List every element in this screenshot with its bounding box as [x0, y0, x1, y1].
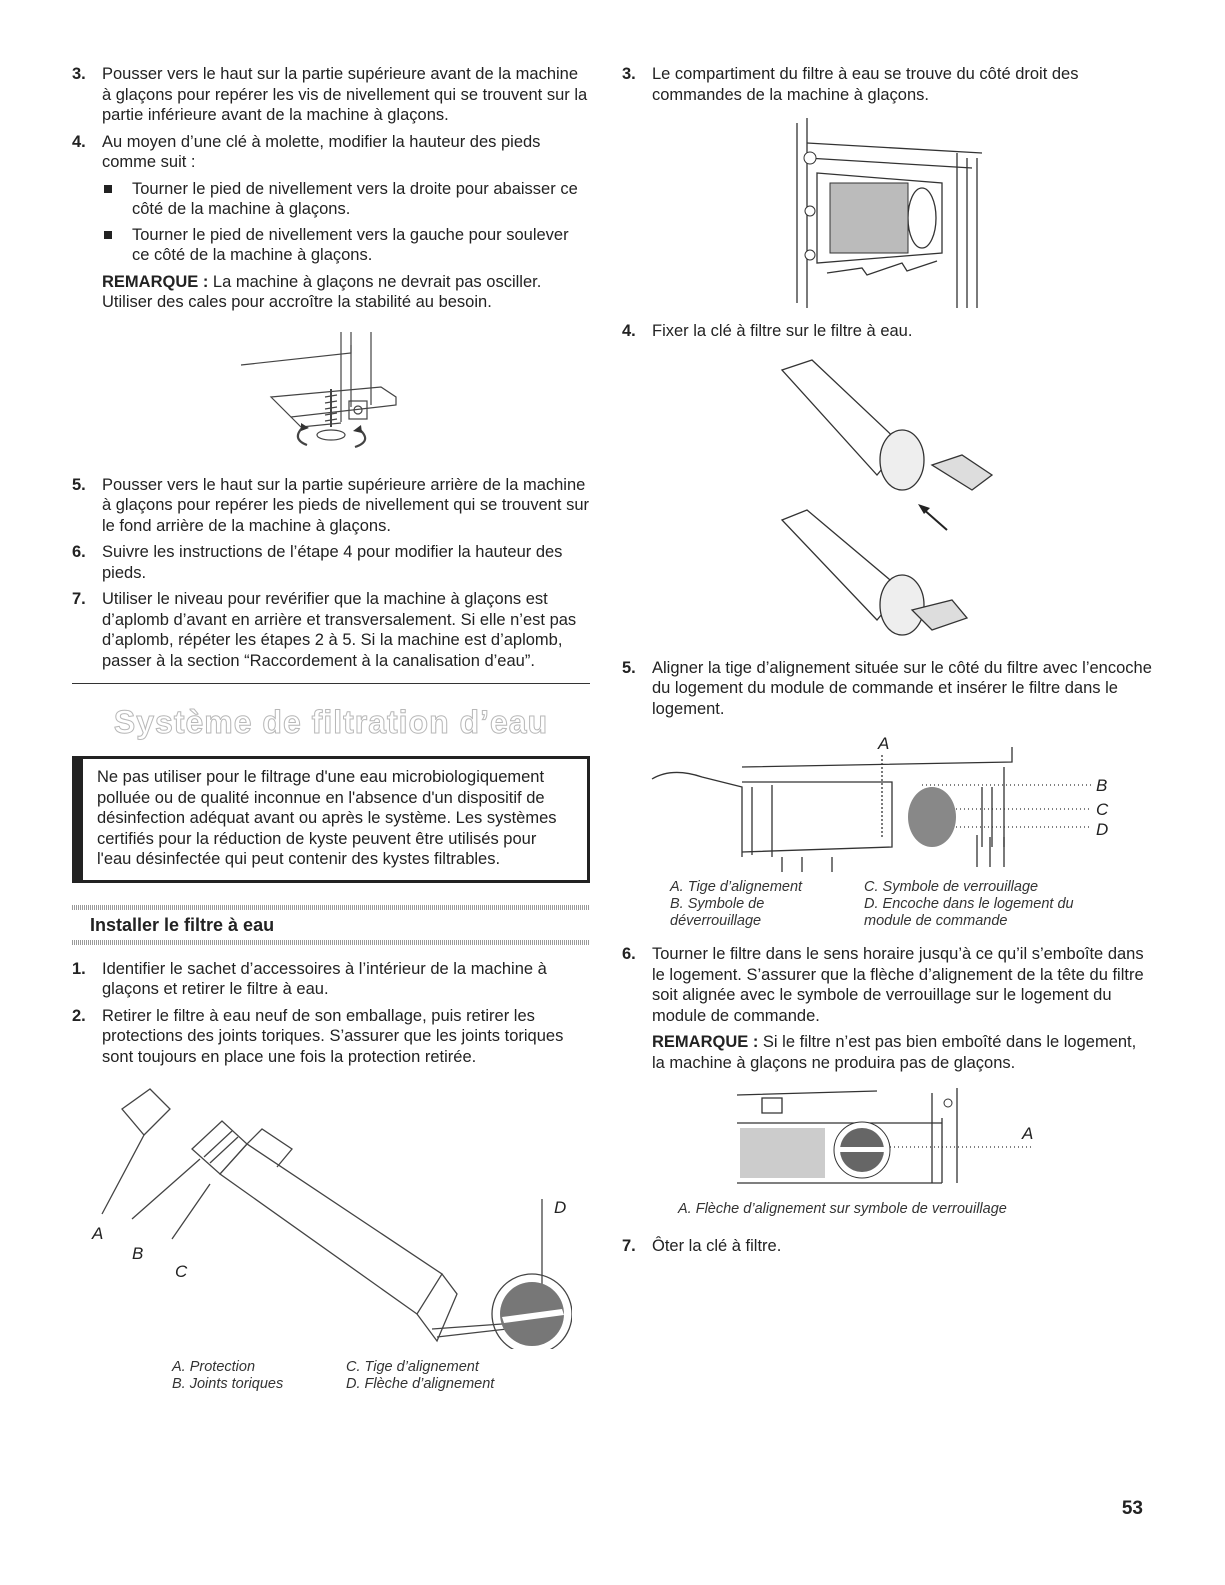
step-number: 3.: [622, 65, 636, 83]
note-leveling: [72, 272, 590, 313]
right-column: [622, 64, 1152, 1263]
step-6-right: [622, 944, 1152, 1026]
step-text: Tourner le filtre dans le sens horaire jusqu’à ce qu’il s’emboîte dans le logement. S’assurer que la flèche d’alignement de la tête du filtre soit alignée avec le symbole de verrouillage sur le logement du module de commande.: [652, 945, 1144, 1025]
bullet-item: Tourner le pied de nivellement vers la gauche pour soulever ce côté de la machine à glaçons.: [102, 225, 590, 266]
filter-locked-illustration: [732, 1083, 1052, 1193]
step-number: 3.: [72, 65, 86, 83]
step-number: 5.: [622, 658, 636, 677]
caption-item: D. Encoche dans le logement du module de commande: [864, 896, 1074, 929]
step-text: Utiliser le niveau pour revérifier que la machine à glaçons est d’aplomb d’avant en arrière et transversalement. Si elle n’est pas d’aplomb, répéter les étapes 2 à 5. Si la machine est d’aplomb, passer à la section “Raccordement à la canalisation d’eau”.: [102, 590, 577, 670]
subhead-rule-bottom: [72, 940, 590, 945]
parts-caption: [172, 1359, 590, 1393]
step-number: 6.: [72, 543, 86, 561]
step-number: 5.: [72, 475, 86, 494]
section-title: Système de filtration d’eau: [113, 704, 549, 740]
step-text: Suivre les instructions de l’étape 4 pour modifier la hauteur des pieds.: [102, 543, 563, 582]
step-number: 1.: [72, 959, 86, 978]
step-text: Identifier le sachet d’accessoires à l’intérieur de la machine à glaçons et retirer le filtre à eau.: [102, 959, 547, 998]
step-1-install: [72, 959, 590, 1000]
caption-item: C. Symbole de verrouillage: [864, 879, 1039, 895]
label-b: B: [1096, 776, 1108, 795]
leveling-foot-illustration: [231, 327, 431, 467]
filter-wrench-illustration: [752, 350, 1022, 650]
step-text: Au moyen d’une clé à molette, modifier la hauteur des pieds comme suit :: [102, 132, 541, 171]
caption-item: B. Symbole de déverrouillage: [670, 896, 765, 929]
step-number: 6.: [622, 945, 636, 963]
page-number: 53: [1121, 1498, 1143, 1519]
note-text: Si le filtre n’est pas bien emboîté dans le logement, la machine à glaçons ne produira pas de glaçons.: [652, 1033, 1137, 1072]
step-number: 4.: [622, 322, 636, 340]
label-a: A: [92, 1224, 104, 1243]
step-number: 7.: [622, 1237, 636, 1255]
section-rule: [72, 683, 590, 684]
step-number: 7.: [72, 590, 86, 608]
caption-item: C. Tige d’alignement: [346, 1359, 479, 1375]
step-7-left: [72, 589, 590, 671]
step-4-right: [622, 321, 1152, 342]
step-4-left: [72, 132, 590, 173]
step-5-left: [72, 475, 590, 537]
note-text: La machine à glaçons ne devrait pas osciller. Utiliser des cales pour accroître la stabilité au besoin.: [102, 272, 542, 311]
warning-box: Ne pas utiliser pour le filtrage d'une eau microbiologiquement polluée ou de qualité inconnue en l'absence d'un dispositif de désinfection adéquat avant ou après le système. Les systèmes certifiés pour la réduction de kyste peuvent être utilisés pour l'eau désinfectée qui peut contenir des kystes filtrables.: [72, 756, 590, 883]
step-text: Pousser vers le haut sur la partie supérieure arrière de la machine à glaçons pour repérer les pieds de nivellement qui se trouvent sur le fond arrière de la machine à glaçons.: [102, 475, 590, 535]
step-3-left: [72, 64, 590, 126]
bullet-item: Tourner le pied de nivellement vers la droite pour abaisser ce côté de la machine à glaçons.: [102, 179, 590, 220]
filter-insertion-illustration: [632, 727, 1132, 877]
leveling-bullets: [102, 179, 590, 266]
step-number: 2.: [72, 1006, 86, 1025]
caption-item: A. Protection: [172, 1359, 256, 1375]
step-text: Le compartiment du filtre à eau se trouve du côté droit des commandes de la machine à glaçons.: [652, 65, 1079, 104]
step-3-right: [622, 64, 1152, 105]
subhead-rule-top: [72, 905, 590, 910]
step-number: 4.: [72, 132, 86, 151]
step-text: Aligner la tige d’alignement située sur le côté du filtre avec l’encoche du logement du module de commande et insérer le filtre dans le logement.: [652, 658, 1152, 718]
water-filter-parts-illustration: [72, 1079, 572, 1349]
insertion-caption: [670, 879, 1152, 930]
step-2-install: [72, 1006, 590, 1068]
caption-item: A. Tige d’alignement: [670, 879, 803, 895]
step-text: Pousser vers le haut sur la partie supérieure avant de la machine à glaçons pour repérer les vis de nivellement qui se trouvent sur la partie inférieure avant de la machine à glaçons.: [102, 65, 588, 124]
label-d: D: [1096, 820, 1109, 839]
filter-compartment-illustration: [772, 113, 1002, 313]
step-5-right: [622, 658, 1152, 720]
label-c: C: [175, 1262, 188, 1281]
step-7-right: [622, 1236, 1152, 1257]
step-text: Retirer le filtre à eau neuf de son emballage, puis retirer les protections des joints toriques. S’assurer que les joints toriques sont toujours en place une fois la protection retirée.: [102, 1006, 564, 1066]
step-text: Ôter la clé à filtre.: [652, 1237, 782, 1255]
label-b: B: [132, 1244, 144, 1263]
caption-item: B. Joints toriques: [172, 1376, 284, 1392]
note-filter: [622, 1032, 1152, 1073]
left-column: [72, 64, 590, 1393]
step-text: Fixer la clé à filtre sur le filtre à eau.: [652, 322, 913, 340]
label-a: A: [1022, 1124, 1034, 1143]
label-a: A: [878, 734, 890, 753]
caption-item: D. Flèche d’alignement: [346, 1376, 495, 1392]
subsection-title: Installer le filtre à eau: [90, 914, 275, 935]
step-6-left: [72, 542, 590, 583]
label-d: D: [554, 1198, 567, 1217]
locked-caption: A. Flèche d’alignement sur symbole de verrouillage: [678, 1201, 1007, 1217]
label-c: C: [1096, 800, 1109, 819]
note-label: REMARQUE :: [652, 1033, 759, 1051]
note-label: REMARQUE :: [102, 272, 209, 291]
